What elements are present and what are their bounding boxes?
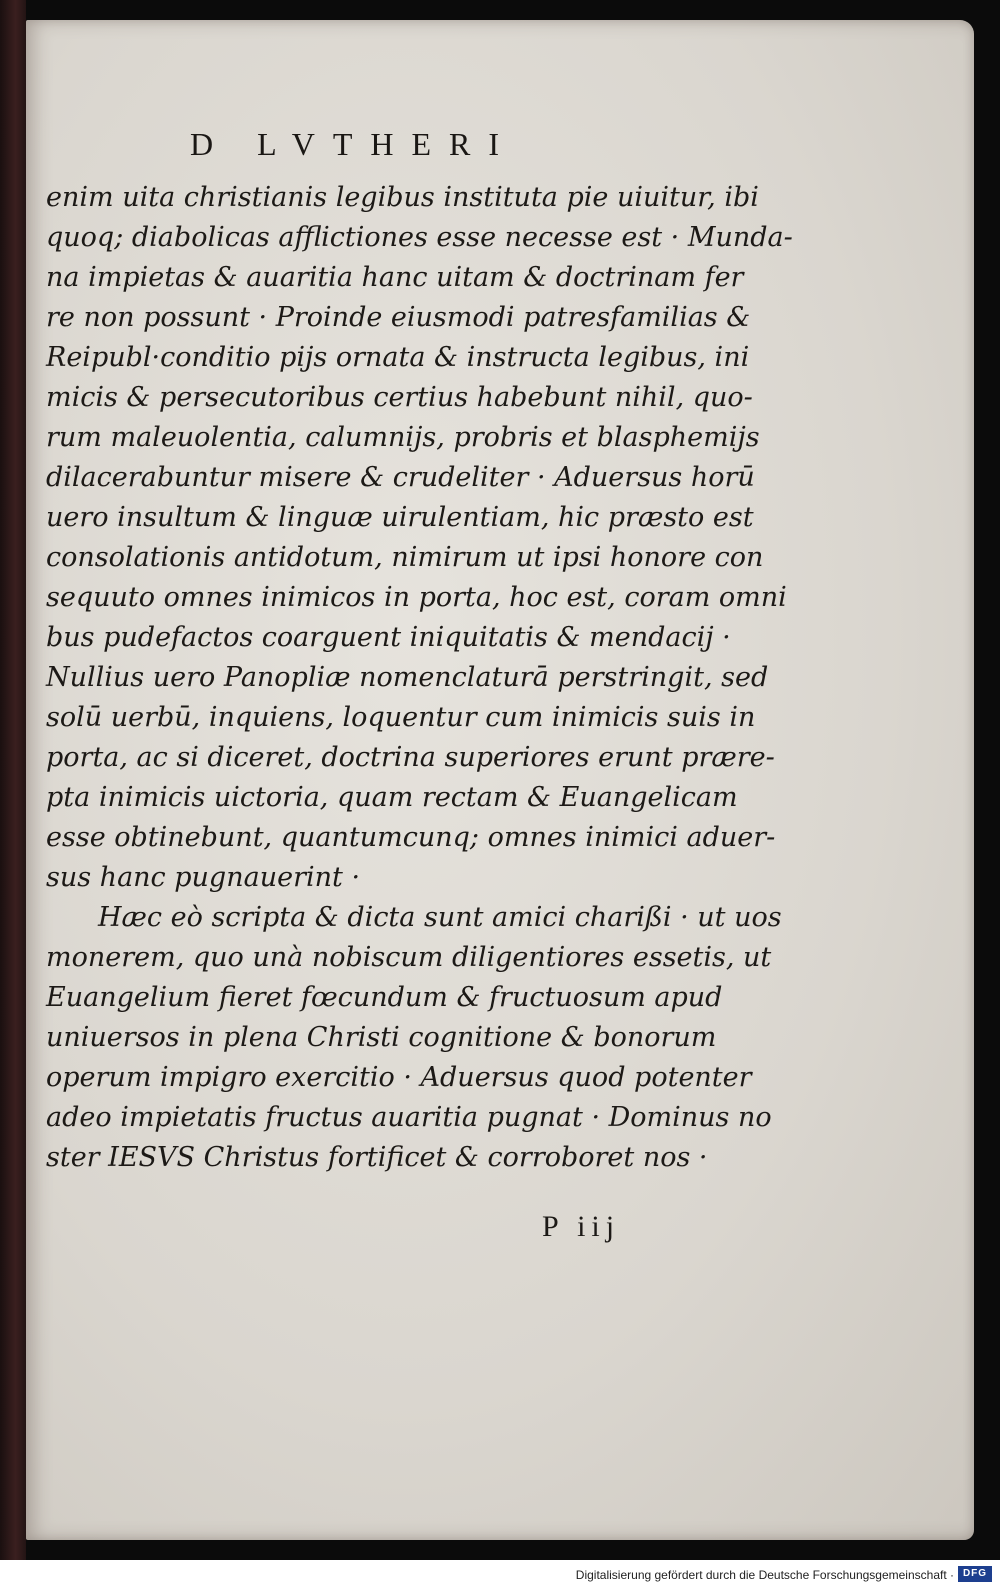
signature-mark: P iij: [542, 1210, 621, 1243]
text-line: uero insultum & linguæ uirulentiam, hic præsto est: [46, 502, 754, 533]
text-line: Reipubl·conditio pijs ornata & instructa legibus, ini: [46, 342, 750, 373]
text-line: sus hanc pugnauerint ·: [46, 862, 361, 893]
text-line: rum maleuolentia, calumnijs, probris et blasphemijs: [46, 422, 760, 453]
text-line: quoq; diabolicas afflictiones esse necesse est · Munda-: [46, 222, 793, 253]
text-line: enim uita christianis legibus instituta pie uiuitur, ibi: [46, 182, 759, 213]
footer-bar: [0, 1560, 1000, 1592]
text-line: bus pudefactos coarguent iniquitatis & mendacij ·: [46, 622, 731, 653]
running-head: D LVTHERI: [190, 126, 518, 162]
text-line: re non possunt · Proinde eiusmodi patresfamilias &: [46, 302, 751, 333]
text-line: consolationis antidotum, nimirum ut ipsi honore con: [46, 542, 764, 573]
text-line: solū uerbū, inquiens, loquentur cum inimicis suis in: [46, 702, 756, 733]
text-line-paragraph-start: Hæc eò scripta & dicta sunt amici charißi · ut uos: [98, 902, 782, 933]
body-text: [46, 178, 793, 1178]
text-line: na impietas & auaritia hanc uitam & doctrinam fer: [46, 262, 744, 293]
dfg-logo: DFG: [958, 1566, 992, 1582]
text-line: porta, ac si diceret, doctrina superiores erunt prære-: [46, 742, 775, 773]
text-line: Nullius uero Panopliæ nomenclaturā perstringit, sed: [46, 662, 769, 693]
book-binding: [0, 0, 26, 1560]
text-line: monerem, quo unà nobiscum diligentiores essetis, ut: [46, 942, 772, 973]
text-line: ster IESVS Christus fortificet & corroboret nos ·: [46, 1142, 708, 1173]
text-line: micis & persecutoribus certius habebunt nihil, quo-: [46, 382, 753, 413]
text-line: pta inimicis uictoria, quam rectam & Euangelicam: [46, 782, 738, 813]
text-line: Euangelium fieret fœcundum & fructuosum apud: [46, 982, 723, 1013]
funding-credit: Digitalisierung gefördert durch die Deutsche Forschungsgemeinschaft ·: [575, 1568, 954, 1582]
text-line: dilacerabuntur misere & crudeliter · Aduersus horū: [46, 462, 755, 493]
text-line: esse obtinebunt, quantumcunq; omnes inimici aduer-: [46, 822, 776, 853]
text-line: adeo impietatis fructus auaritia pugnat · Dominus no: [46, 1102, 772, 1133]
text-line: operum impigro exercitio · Aduersus quod potenter: [46, 1062, 752, 1093]
text-line: sequuto omnes inimicos in porta, hoc est, coram omni: [46, 582, 787, 613]
text-line: uniuersos in plena Christi cognitione & bonorum: [46, 1022, 717, 1053]
